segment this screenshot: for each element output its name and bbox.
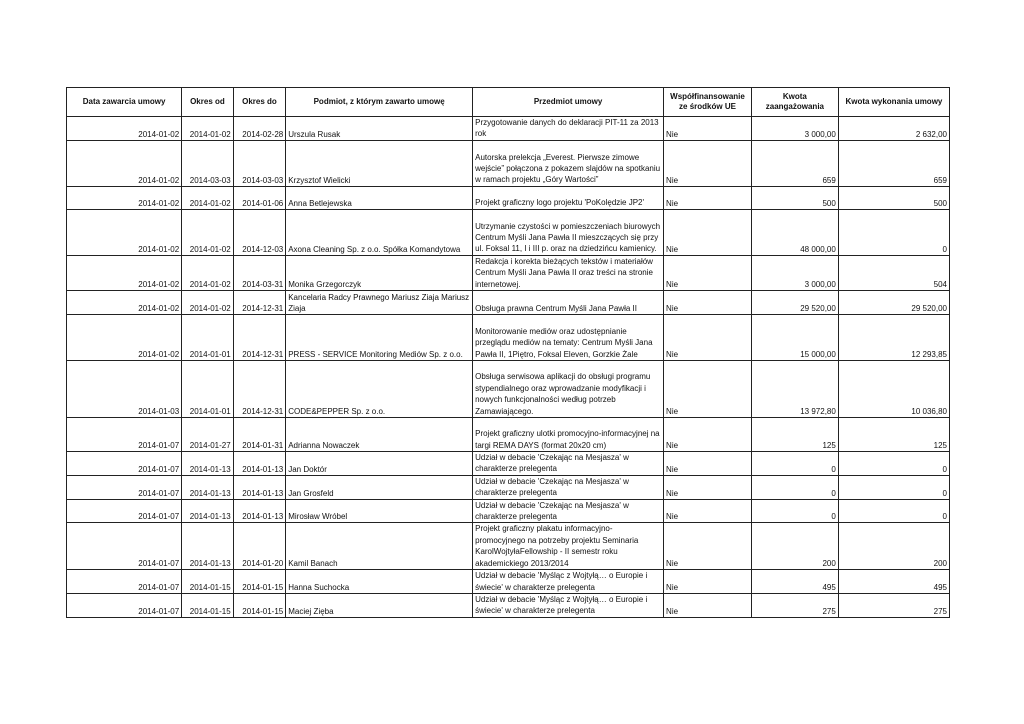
cell-data-zawarcia: 2014-01-02 [67, 140, 182, 186]
cell-data-zawarcia: 2014-01-07 [67, 452, 182, 476]
cell-data-zawarcia: 2014-01-07 [67, 499, 182, 523]
cell-przedmiot: Udział w debacie 'Czekając na Mesjasza' w charakterze prelegenta [473, 475, 664, 499]
cell-podmiot: Anna Betlejewska [286, 186, 473, 209]
cell-kwota-wykonania: 0 [838, 452, 949, 476]
cell-okres-do: 2014-01-15 [233, 593, 286, 617]
cell-kwota-wykonania: 500 [838, 186, 949, 209]
cell-wspolfinansowanie: Nie [664, 291, 752, 315]
cell-data-zawarcia: 2014-01-02 [67, 315, 182, 361]
cell-kwota-zaangazowania: 495 [751, 570, 838, 594]
cell-przedmiot: Udział w debacie 'Myśląc z Wojtyłą… o Europie i świecie' w charakterze prelegenta [473, 570, 664, 594]
cell-przedmiot: Udział w debacie 'Czekając na Mesjasza' w charakterze prelegenta [473, 499, 664, 523]
cell-wspolfinansowanie: Nie [664, 475, 752, 499]
header-przedmiot: Przedmiot umowy [473, 88, 664, 117]
cell-podmiot: Monika Grzegorczyk [286, 255, 473, 290]
table-row [67, 452, 950, 476]
cell-wspolfinansowanie: Nie [664, 255, 752, 290]
cell-data-zawarcia: 2014-01-07 [67, 418, 182, 452]
cell-przedmiot: Projekt graficzny plakatu informacyjno-promocyjnego na potrzeby projektu Seminaria KarolWojtyłaFellowship - II semestr roku akademickiego 2013/2014 [473, 523, 664, 570]
cell-kwota-wykonania: 2 632,00 [838, 117, 949, 141]
cell-kwota-zaangazowania: 0 [751, 475, 838, 499]
cell-kwota-zaangazowania: 500 [751, 186, 838, 209]
cell-okres-do: 2014-01-13 [233, 499, 286, 523]
table-header [67, 88, 950, 117]
cell-kwota-zaangazowania: 3 000,00 [751, 117, 838, 141]
cell-kwota-wykonania: 504 [838, 255, 949, 290]
cell-kwota-wykonania: 0 [838, 209, 949, 255]
cell-przedmiot: Udział w debacie 'Myśląc z Wojtyłą… o Europie i świecie' w charakterze prelegenta [473, 593, 664, 617]
header-row [67, 88, 950, 117]
cell-kwota-zaangazowania: 275 [751, 593, 838, 617]
cell-data-zawarcia: 2014-01-07 [67, 593, 182, 617]
cell-okres-do: 2014-12-03 [233, 209, 286, 255]
cell-wspolfinansowanie: Nie [664, 523, 752, 570]
table-row [67, 186, 950, 209]
cell-wspolfinansowanie: Nie [664, 361, 752, 418]
cell-podmiot: Mirosław Wróbel [286, 499, 473, 523]
cell-przedmiot: Projekt graficzny logo projektu 'PoKolędzie JP2' [473, 186, 664, 209]
table-row [67, 475, 950, 499]
cell-kwota-wykonania: 200 [838, 523, 949, 570]
table-row [67, 117, 950, 141]
cell-podmiot: Maciej Zięba [286, 593, 473, 617]
cell-data-zawarcia: 2014-01-02 [67, 117, 182, 141]
cell-okres-od: 2014-03-03 [182, 140, 234, 186]
table-row [67, 499, 950, 523]
cell-kwota-zaangazowania: 13 972,80 [751, 361, 838, 418]
cell-okres-od: 2014-01-13 [182, 523, 234, 570]
cell-okres-od: 2014-01-27 [182, 418, 234, 452]
cell-podmiot: Adrianna Nowaczek [286, 418, 473, 452]
cell-data-zawarcia: 2014-01-02 [67, 209, 182, 255]
cell-przedmiot: Udział w debacie 'Czekając na Mesjasza' w charakterze prelegenta [473, 452, 664, 476]
cell-okres-od: 2014-01-02 [182, 255, 234, 290]
cell-podmiot: CODE&PEPPER Sp. z o.o. [286, 361, 473, 418]
cell-kwota-wykonania: 10 036,80 [838, 361, 949, 418]
table-row [67, 140, 950, 186]
cell-data-zawarcia: 2014-01-03 [67, 361, 182, 418]
cell-podmiot: Krzysztof Wielicki [286, 140, 473, 186]
cell-przedmiot: Monitorowanie mediów oraz udostępnianie przeglądu mediów na tematy: Centrum Myśli Jana Pawła II, 1Piętro, Foksal Eleven, Gorzkie Żale [473, 315, 664, 361]
cell-wspolfinansowanie: Nie [664, 499, 752, 523]
cell-kwota-wykonania: 125 [838, 418, 949, 452]
cell-okres-do: 2014-03-31 [233, 255, 286, 290]
cell-okres-od: 2014-01-01 [182, 361, 234, 418]
cell-okres-od: 2014-01-13 [182, 475, 234, 499]
cell-kwota-wykonania: 659 [838, 140, 949, 186]
cell-okres-od: 2014-01-02 [182, 209, 234, 255]
cell-kwota-zaangazowania: 0 [751, 452, 838, 476]
cell-wspolfinansowanie: Nie [664, 117, 752, 141]
cell-okres-do: 2014-01-31 [233, 418, 286, 452]
cell-przedmiot: Autorska prelekcja „Everest. Pierwsze zimowe wejście” połączona z pokazem slajdów na spotkaniu w ramach projektu „Góry Wartości” [473, 140, 664, 186]
cell-kwota-wykonania: 0 [838, 499, 949, 523]
table-row [67, 418, 950, 452]
cell-kwota-zaangazowania: 3 000,00 [751, 255, 838, 290]
cell-podmiot: Kancelaria Radcy Prawnego Mariusz Ziaja Mariusz Ziaja [286, 291, 473, 315]
cell-okres-od: 2014-01-15 [182, 570, 234, 594]
cell-data-zawarcia: 2014-01-02 [67, 255, 182, 290]
cell-kwota-zaangazowania: 659 [751, 140, 838, 186]
cell-przedmiot: Redakcja i korekta bieżących tekstów i materiałów Centrum Myśli Jana Pawła II oraz treści na stronie internetowej. [473, 255, 664, 290]
cell-wspolfinansowanie: Nie [664, 315, 752, 361]
header-kwota-zaangazowania: Kwota zaangażowania [751, 88, 838, 117]
cell-okres-do: 2014-01-13 [233, 475, 286, 499]
cell-okres-do: 2014-12-31 [233, 315, 286, 361]
cell-wspolfinansowanie: Nie [664, 452, 752, 476]
cell-okres-od: 2014-01-13 [182, 452, 234, 476]
table-row [67, 523, 950, 570]
table-row [67, 315, 950, 361]
cell-data-zawarcia: 2014-01-07 [67, 475, 182, 499]
cell-okres-od: 2014-01-13 [182, 499, 234, 523]
cell-kwota-wykonania: 12 293,85 [838, 315, 949, 361]
table-row [67, 593, 950, 617]
cell-okres-do: 2014-03-03 [233, 140, 286, 186]
cell-okres-od: 2014-01-02 [182, 117, 234, 141]
header-okres-od: Okres od [182, 88, 234, 117]
cell-okres-od: 2014-01-02 [182, 186, 234, 209]
table-row [67, 361, 950, 418]
header-kwota-wykonania: Kwota wykonania umowy [838, 88, 949, 117]
cell-okres-do: 2014-02-28 [233, 117, 286, 141]
cell-kwota-zaangazowania: 0 [751, 499, 838, 523]
cell-wspolfinansowanie: Nie [664, 140, 752, 186]
contracts-table [66, 87, 950, 618]
cell-kwota-zaangazowania: 125 [751, 418, 838, 452]
cell-wspolfinansowanie: Nie [664, 418, 752, 452]
cell-okres-do: 2014-12-31 [233, 361, 286, 418]
cell-przedmiot: Projekt graficzny ulotki promocyjno-informacyjnej na targi REMA DAYS (format 20x20 cm) [473, 418, 664, 452]
cell-kwota-wykonania: 29 520,00 [838, 291, 949, 315]
cell-okres-od: 2014-01-01 [182, 315, 234, 361]
cell-okres-do: 2014-01-15 [233, 570, 286, 594]
cell-kwota-wykonania: 275 [838, 593, 949, 617]
cell-data-zawarcia: 2014-01-07 [67, 523, 182, 570]
cell-okres-do: 2014-01-20 [233, 523, 286, 570]
cell-data-zawarcia: 2014-01-07 [67, 570, 182, 594]
cell-podmiot: PRESS - SERVICE Monitoring Mediów Sp. z o.o. [286, 315, 473, 361]
cell-data-zawarcia: 2014-01-02 [67, 291, 182, 315]
cell-kwota-zaangazowania: 29 520,00 [751, 291, 838, 315]
cell-wspolfinansowanie: Nie [664, 186, 752, 209]
cell-okres-do: 2014-01-13 [233, 452, 286, 476]
header-podmiot: Podmiot, z którym zawarto umowę [286, 88, 473, 117]
cell-kwota-wykonania: 495 [838, 570, 949, 594]
table-row [67, 291, 950, 315]
cell-podmiot: Hanna Suchocka [286, 570, 473, 594]
cell-wspolfinansowanie: Nie [664, 209, 752, 255]
cell-kwota-zaangazowania: 15 000,00 [751, 315, 838, 361]
table-body [67, 117, 950, 618]
cell-podmiot: Jan Doktór [286, 452, 473, 476]
table-row [67, 570, 950, 594]
cell-kwota-zaangazowania: 200 [751, 523, 838, 570]
header-data-zawarcia: Data zawarcia umowy [67, 88, 182, 117]
header-okres-do: Okres do [233, 88, 286, 117]
cell-przedmiot: Obsługa serwisowa aplikacji do obsługi programu stypendialnego oraz wprowadzanie modyfikacji i nowych funkcjonalności według potrzeb Zamawiającego. [473, 361, 664, 418]
cell-wspolfinansowanie: Nie [664, 570, 752, 594]
cell-kwota-wykonania: 0 [838, 475, 949, 499]
cell-okres-do: 2014-01-06 [233, 186, 286, 209]
cell-przedmiot: Przygotowanie danych do deklaracji PIT-11 za 2013 rok [473, 117, 664, 141]
cell-okres-od: 2014-01-15 [182, 593, 234, 617]
cell-przedmiot: Utrzymanie czystości w pomieszczeniach biurowych Centrum Myśli Jana Pawła II mieszczących się przy ul. Foksal 11, I i III p. oraz na dziedzińcu kamienicy. [473, 209, 664, 255]
cell-podmiot: Urszula Rusak [286, 117, 473, 141]
cell-okres-od: 2014-01-02 [182, 291, 234, 315]
cell-podmiot: Kamil Banach [286, 523, 473, 570]
cell-kwota-zaangazowania: 48 000,00 [751, 209, 838, 255]
header-wspolfinansowanie: Współfinansowanie ze środków UE [664, 88, 752, 117]
table-row [67, 209, 950, 255]
cell-podmiot: Jan Grosfeld [286, 475, 473, 499]
cell-przedmiot: Obsługa prawna Centrum Myśli Jana Pawła II [473, 291, 664, 315]
cell-data-zawarcia: 2014-01-02 [67, 186, 182, 209]
cell-okres-do: 2014-12-31 [233, 291, 286, 315]
cell-podmiot: Axona Cleaning Sp. z o.o. Spółka Komandytowa [286, 209, 473, 255]
cell-wspolfinansowanie: Nie [664, 593, 752, 617]
table-row [67, 255, 950, 290]
